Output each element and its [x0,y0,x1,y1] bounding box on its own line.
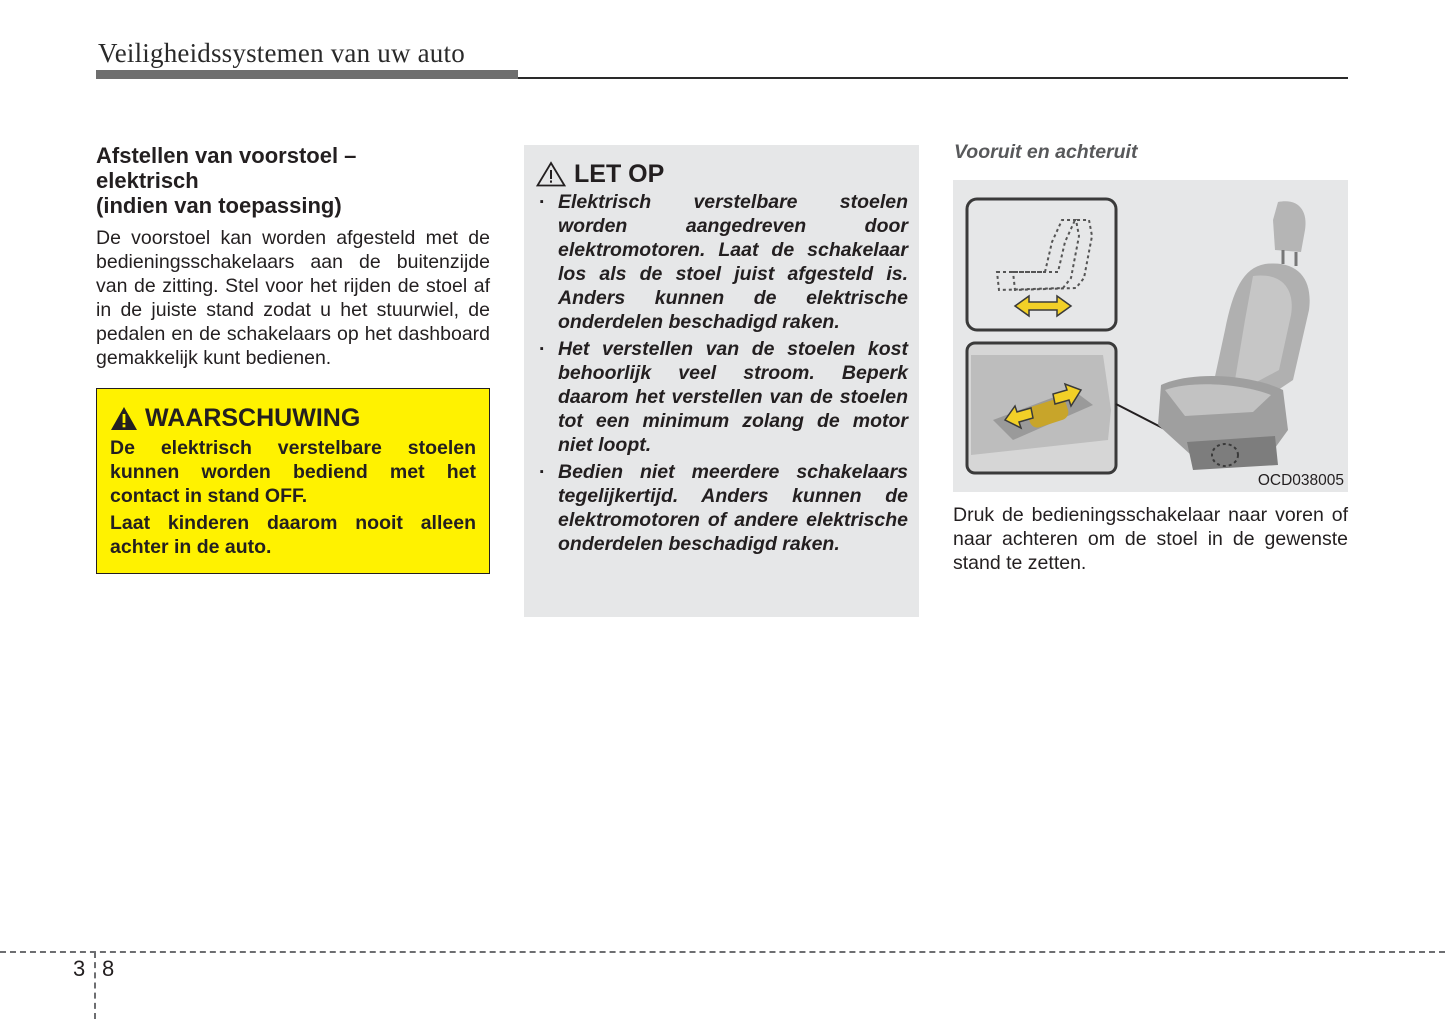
caution-item [536,460,908,556]
warning-paragraph-2: Laat kinderen daarom nooit alleen achter in de auto. [110,512,476,558]
caution-heading [536,159,908,189]
caution-heading-text: LET OP [574,160,665,188]
section-title [96,143,490,218]
caution-item-text-2: Het verstellen van de stoelen kost behoorlijk veel stroom. Beperk daarom het verstellen van de stoelen tot een minimum zolang de motor niet loopt. [558,338,908,456]
warning-paragraph-1: De elektrisch verstelbare stoelen kunnen worden bediend met het contact in stand OFF. [110,437,476,507]
warning-heading [110,403,476,433]
section-title-line-2: elektrisch [96,168,199,193]
warning-heading-text: WAARSCHUWING [145,404,361,432]
car-seat-icon [1158,201,1310,470]
caution-item [536,190,908,334]
caution-item-text-1: Elektrisch verstelbare stoelen worden aangedreven door elektromotoren. Laat de schakelaar los als de stoel juist afgesteld is. Anders kunnen de elektrische onderdelen beschadigd raken. [558,191,908,333]
caution-list [536,190,908,556]
section-body: De voorstoel kan worden afgesteld met de bedieningsschakelaars aan de buitenzijde van de zitting. Stel voor het rijden de stoel af in de juiste stand zodat u het stuurwiel, de pedalen en de schakelaars op het dashboard gemakkelijk kunt bedienen. [96,227,490,369]
seat-switch-icon [967,343,1116,473]
figure-caption: Druk de bedieningsschakelaar naar voren of naar achteren om de stoel in de gewenste stand te zetten. [953,504,1348,574]
footer-vertical-divider [94,952,96,1019]
warning-triangle-icon [110,406,138,431]
header-bar [96,70,518,79]
footer-divider [0,951,1445,953]
bullet-1: · [539,191,546,213]
caution-item [536,337,908,457]
bullet-2: · [539,338,546,360]
bullet-3: · [539,461,546,483]
section-title-line-3: (indien van toepassing) [96,193,342,218]
caution-item-text-3: Bedien niet meerdere schakelaars tegelijkertijd. Anders kunnen de elektromotoren of andere elektrische onderdelen beschadigd raken. [558,461,908,555]
section-title-line-1: Afstellen van voorstoel – [96,143,357,168]
warning-box [96,388,490,574]
page-chapter-number: 3 [73,956,86,981]
figure-title: Vooruit en achteruit [954,141,1138,163]
figure-illustration [953,180,1348,492]
caution-box [524,145,919,617]
figure-code: OCD038005 [1257,472,1344,489]
header-rule [518,77,1348,79]
section-column [96,143,490,370]
page-header-title: Veiligheidssystemen van uw auto [98,38,465,68]
caution-triangle-icon [536,161,566,187]
page-number: 8 [102,956,115,981]
